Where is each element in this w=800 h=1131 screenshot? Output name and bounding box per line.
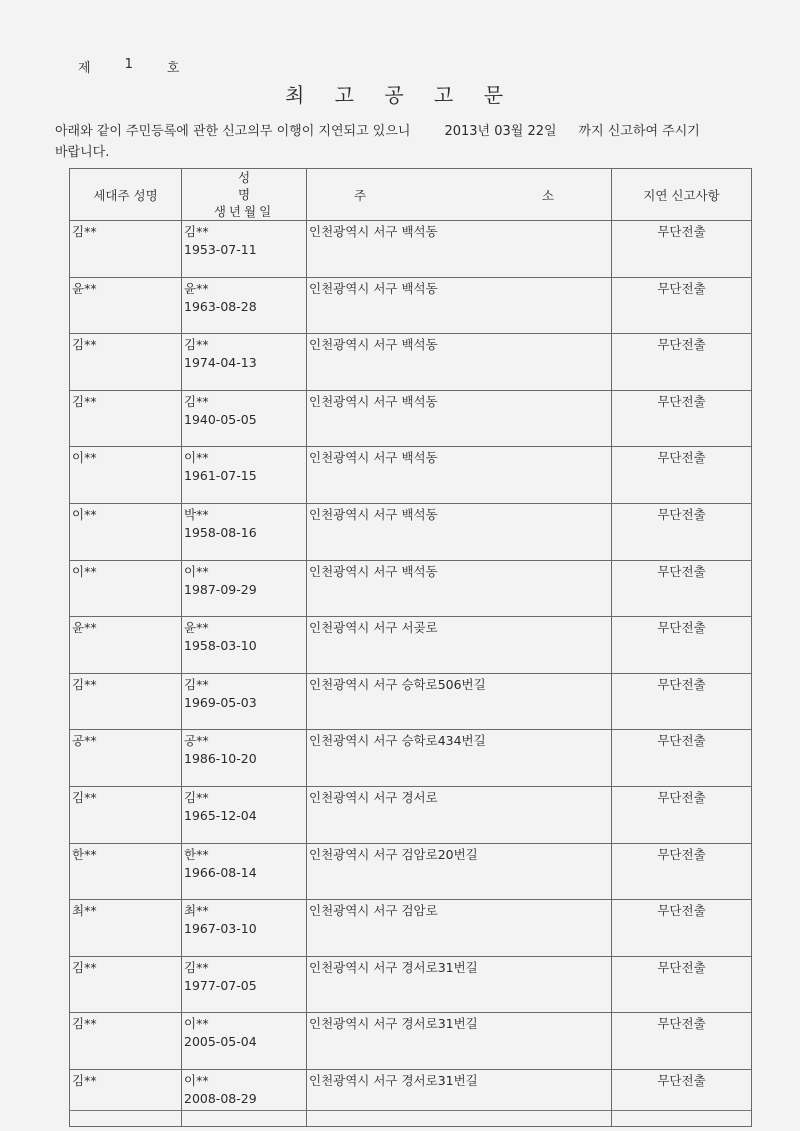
person-name: 박** (184, 506, 209, 522)
notice-text-before: 아래와 같이 주민등록에 관한 신고의무 이행이 지연되고 있으니 (55, 124, 411, 139)
person-name: 이** (184, 563, 209, 579)
person-name: 김** (184, 224, 209, 239)
delay-type: 무단전출 (657, 224, 706, 239)
address-cell (307, 956, 612, 1013)
table-row (70, 447, 752, 504)
householder-cell (70, 786, 182, 843)
header-householder: 세대주 성명 (70, 169, 182, 221)
table-row (70, 390, 752, 447)
address: 인천광역시 서구 경서로31번길 (309, 1016, 478, 1032)
address: 인천광역시 서구 백석동 (309, 563, 438, 579)
delay-cell (612, 221, 752, 278)
name-birth-cell (182, 334, 307, 391)
table-row (70, 277, 752, 334)
table-row (70, 221, 752, 278)
birth-date: 1963-08-28 (184, 298, 257, 314)
delay-type: 무단전출 (657, 280, 706, 296)
address-cell (307, 1069, 612, 1126)
address-cell (307, 673, 612, 730)
householder-cell (70, 673, 182, 730)
delay-type: 무단전출 (657, 620, 706, 636)
name-birth-cell (182, 1013, 307, 1070)
person-name: 공** (184, 733, 209, 749)
roster-table (69, 168, 752, 1127)
address-cell (307, 730, 612, 787)
birth-date: 1940-05-05 (184, 411, 257, 427)
householder-name: 공** (72, 733, 97, 749)
name-birth-cell (182, 673, 307, 730)
address-cell (307, 617, 612, 674)
birth-date: 1986-10-20 (184, 751, 257, 767)
delay-cell (612, 390, 752, 447)
delay-cell (612, 277, 752, 334)
householder-name: 윤** (72, 620, 97, 636)
birth-date: 1965-12-04 (184, 807, 257, 823)
person-name: 김** (184, 676, 209, 692)
header-delay: 지연 신고사항 (612, 169, 752, 221)
birth-date: 1977-07-05 (184, 977, 257, 993)
birth-date: 1958-08-16 (184, 524, 257, 540)
birth-date: 1974-04-13 (184, 355, 257, 371)
name-birth-cell (182, 277, 307, 334)
householder-name: 김** (72, 337, 97, 353)
delay-type: 무단전출 (657, 1016, 706, 1032)
householder-cell (70, 277, 182, 334)
header-address-right: 소 (541, 187, 554, 203)
householder-cell (70, 503, 182, 560)
delay-cell (612, 1013, 752, 1070)
doc-number-prefix: 제 (78, 61, 91, 76)
table-header-row (70, 169, 752, 221)
birth-date: 1987-09-29 (184, 581, 257, 597)
header-address (307, 169, 612, 221)
birth-date: 1966-08-14 (184, 864, 257, 880)
address-cell (307, 221, 612, 278)
table-row (70, 560, 752, 617)
table-row (70, 843, 752, 900)
name-birth-cell (182, 390, 307, 447)
name-birth-cell (182, 221, 307, 278)
doc-number-suffix: 호 (166, 61, 180, 76)
person-name: 윤** (184, 280, 209, 296)
householder-cell (70, 956, 182, 1013)
householder-name: 이** (72, 450, 97, 466)
address-cell (307, 786, 612, 843)
name-birth-cell (182, 730, 307, 787)
table-row (70, 786, 752, 843)
address-cell (307, 447, 612, 504)
delay-type: 무단전출 (657, 506, 706, 522)
person-name: 이** (184, 450, 209, 466)
birth-date: 1958-03-10 (184, 638, 257, 654)
address-cell (307, 503, 612, 560)
delay-type: 무단전출 (657, 903, 706, 919)
address: 인천광역시 서구 검암로 (309, 903, 438, 919)
address: 인천광역시 서구 검암로20번길 (309, 846, 478, 862)
delay-cell (612, 673, 752, 730)
householder-cell (70, 1013, 182, 1070)
delay-cell (612, 1069, 752, 1126)
address-cell (307, 560, 612, 617)
delay-type: 무단전출 (657, 450, 706, 466)
delay-type: 무단전출 (657, 733, 706, 749)
address: 인천광역시 서구 백석동 (309, 337, 438, 353)
person-name: 김** (184, 789, 209, 805)
householder-cell (70, 730, 182, 787)
address-cell (307, 390, 612, 447)
address-cell (307, 334, 612, 391)
householder-cell (70, 390, 182, 447)
address: 인천광역시 서구 승학로506번길 (309, 676, 486, 692)
householder-name: 이** (72, 563, 97, 579)
person-name: 윤** (184, 620, 209, 636)
householder-name: 김** (72, 959, 97, 975)
person-name: 김** (184, 337, 209, 353)
person-name: 이** (184, 1072, 209, 1088)
address: 인천광역시 서구 백석동 (309, 506, 438, 522)
notice-text-line2: 바랍니다. (55, 145, 110, 160)
delay-cell (612, 560, 752, 617)
page-title: 최 고 공 고 문 (284, 83, 516, 107)
bottom-rule (69, 1110, 751, 1111)
table-row (70, 900, 752, 957)
name-birth-cell (182, 617, 307, 674)
header-birth: 생년월일 (213, 204, 275, 219)
name-birth-cell (182, 843, 307, 900)
address-cell (307, 277, 612, 334)
address-cell (307, 900, 612, 957)
householder-cell (70, 560, 182, 617)
roster-body (70, 221, 752, 1127)
delay-type: 무단전출 (657, 676, 706, 692)
address: 인천광역시 서구 서곶로 (309, 620, 438, 636)
delay-cell (612, 843, 752, 900)
delay-type: 무단전출 (657, 846, 706, 862)
householder-name: 한** (72, 846, 97, 862)
delay-cell (612, 617, 752, 674)
header-name-birth (182, 169, 307, 221)
householder-cell (70, 447, 182, 504)
householder-name: 김** (72, 789, 97, 805)
delay-type: 무단전출 (657, 959, 706, 975)
name-birth-cell (182, 956, 307, 1013)
address: 인천광역시 서구 백석동 (309, 450, 438, 466)
delay-cell (612, 786, 752, 843)
address: 인천광역시 서구 백석동 (309, 224, 438, 239)
table-row (70, 334, 752, 391)
name-birth-cell (182, 447, 307, 504)
table-row (70, 956, 752, 1013)
birth-date: 1969-05-03 (184, 694, 257, 710)
table-row (70, 730, 752, 787)
householder-cell (70, 1069, 182, 1126)
table-row (70, 673, 752, 730)
householder-name: 김** (72, 393, 97, 409)
householder-cell (70, 843, 182, 900)
address: 인천광역시 서구 백석동 (309, 280, 438, 296)
header-name: 성명 (237, 170, 291, 202)
householder-name: 김** (72, 676, 97, 692)
address: 인천광역시 서구 경서로 (309, 789, 438, 805)
birth-date: 1953-07-11 (184, 242, 257, 257)
delay-type: 무단전출 (657, 789, 706, 805)
householder-name: 윤** (72, 280, 97, 296)
address-cell (307, 843, 612, 900)
person-name: 한** (184, 846, 209, 862)
delay-cell (612, 956, 752, 1013)
delay-cell (612, 334, 752, 391)
person-name: 최** (184, 903, 209, 919)
birth-date: 1967-03-10 (184, 921, 257, 937)
birth-date: 1961-07-15 (184, 468, 257, 484)
householder-name: 이** (72, 506, 97, 522)
householder-name: 김** (72, 1072, 97, 1088)
birth-date: 2008-08-29 (184, 1090, 257, 1106)
delay-type: 무단전출 (657, 563, 706, 579)
doc-number-value: 1 (124, 57, 133, 72)
householder-name: 최** (72, 903, 97, 919)
householder-cell (70, 334, 182, 391)
address: 인천광역시 서구 경서로31번길 (309, 1072, 478, 1088)
table-row (70, 1069, 752, 1126)
delay-type: 무단전출 (657, 337, 706, 353)
delay-type: 무단전출 (657, 1072, 706, 1088)
delay-cell (612, 900, 752, 957)
table-row (70, 1013, 752, 1070)
table-row (70, 503, 752, 560)
householder-cell (70, 617, 182, 674)
name-birth-cell (182, 503, 307, 560)
address: 인천광역시 서구 백석동 (309, 393, 438, 409)
delay-cell (612, 730, 752, 787)
document-number (78, 57, 179, 76)
delay-cell (612, 503, 752, 560)
notice-text-after: 까지 신고하여 주시기 (578, 124, 700, 139)
deadline-date: 2013년 03월 22일 (444, 124, 557, 139)
householder-cell (70, 900, 182, 957)
birth-date: 2005-05-04 (184, 1034, 257, 1050)
address: 인천광역시 서구 승학로434번길 (309, 733, 486, 749)
notice-text (55, 121, 765, 163)
delay-cell (612, 447, 752, 504)
householder-name: 김** (72, 1016, 97, 1032)
person-name: 이** (184, 1016, 209, 1032)
header-address-left: 주 (354, 187, 367, 203)
address-cell (307, 1013, 612, 1070)
name-birth-cell (182, 1069, 307, 1126)
person-name: 김** (184, 959, 209, 975)
name-birth-cell (182, 786, 307, 843)
address: 인천광역시 서구 경서로31번길 (309, 959, 478, 975)
householder-cell (70, 221, 182, 278)
delay-type: 무단전출 (657, 393, 706, 409)
table-row (70, 617, 752, 674)
name-birth-cell (182, 900, 307, 957)
name-birth-cell (182, 560, 307, 617)
householder-name: 김** (72, 224, 97, 239)
person-name: 김** (184, 393, 209, 409)
